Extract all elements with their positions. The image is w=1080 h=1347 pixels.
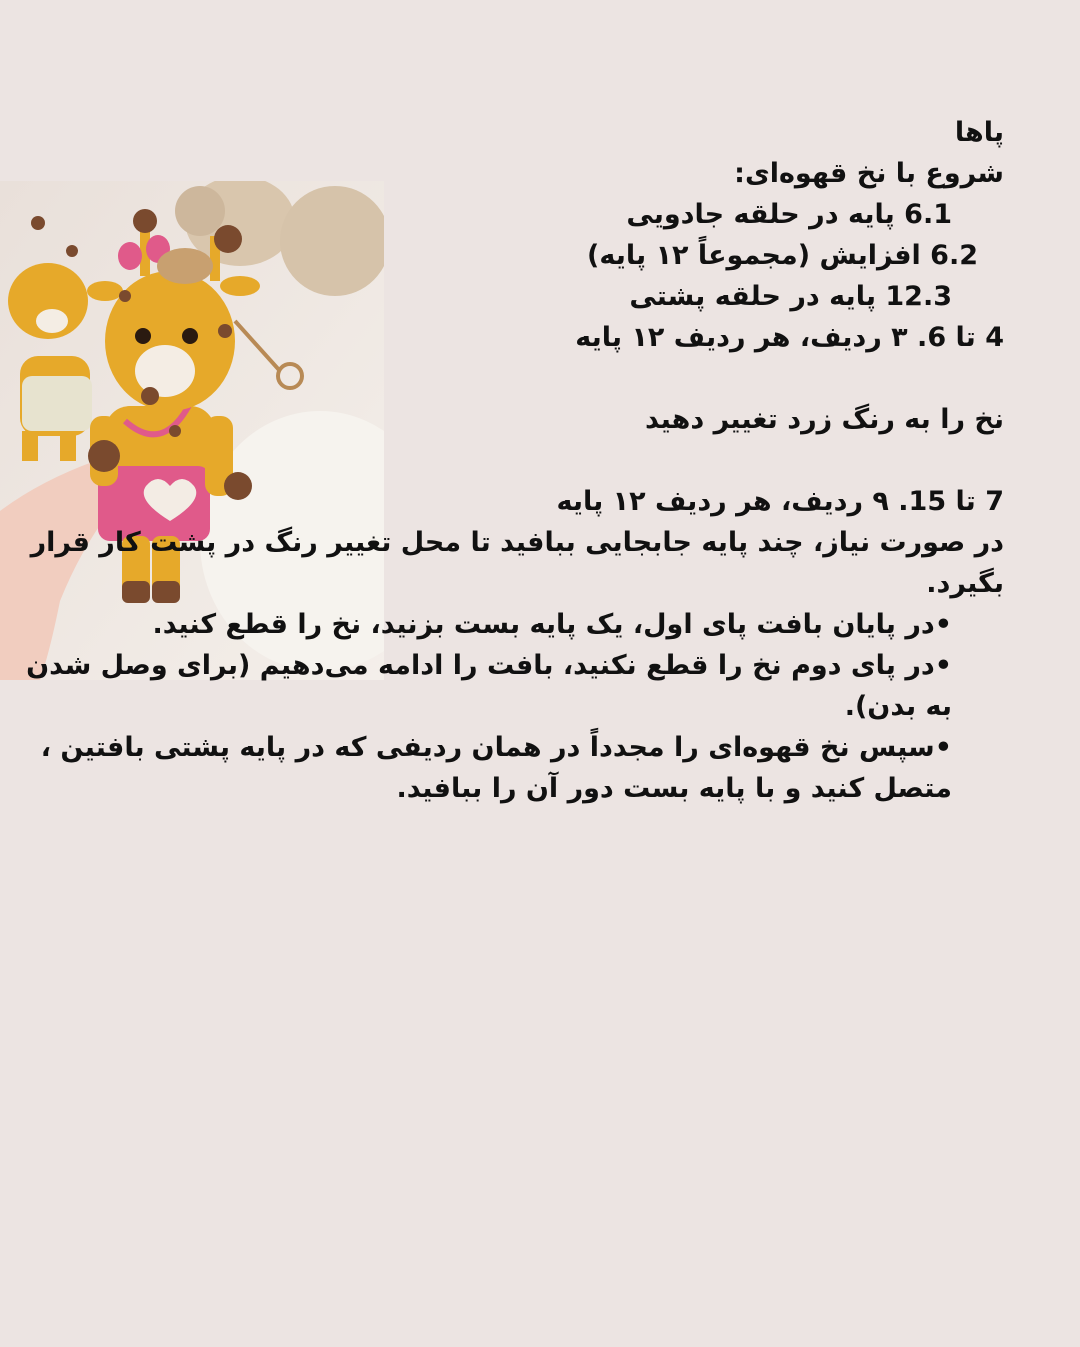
round-4-6: 4 تا 6. ۳ ردیف، هر ردیف ۱۲ پایه	[575, 322, 1004, 353]
bullet-item: •در پایان بافت پای اول، یک پایه بست بزنید، نخ را قطع کنید.	[152, 609, 952, 640]
round-7-15: 7 تا 15. ۹ ردیف، هر ردیف ۱۲ پایه	[556, 486, 1004, 517]
bullet-item: •سپس نخ قهوه‌ای را مجدداً در همان ردیفی که در پایه پشتی بافتین ، متصل کنید و با پایه بست دور آن را ببافید.	[40, 732, 952, 804]
round-2: 6.2 افزایش (مجموعاً ۱۲ پایه)	[587, 240, 978, 271]
start-line: شروع با نخ قهوه‌ای:	[734, 158, 1004, 189]
section-title: پاها	[954, 117, 1004, 148]
round-3: 12.3 پایه در حلقه پشتی	[629, 281, 952, 312]
round-1: 6.1 پایه در حلقه جادویی	[626, 199, 952, 230]
pattern-text	[14, 112, 1004, 809]
color-change-line: نخ را به رنگ زرد تغییر دهید	[645, 404, 1004, 435]
bullet-item: •در پای دوم نخ را قطع نکنید، بافت را ادامه می‌دهیم (برای وصل شدن به بدن).	[26, 650, 952, 722]
note-paragraph: در صورت نیاز، چند پایه جابجایی ببافید تا محل تغییر رنگ در پشت کار قرار بگیرد.	[30, 527, 1004, 599]
